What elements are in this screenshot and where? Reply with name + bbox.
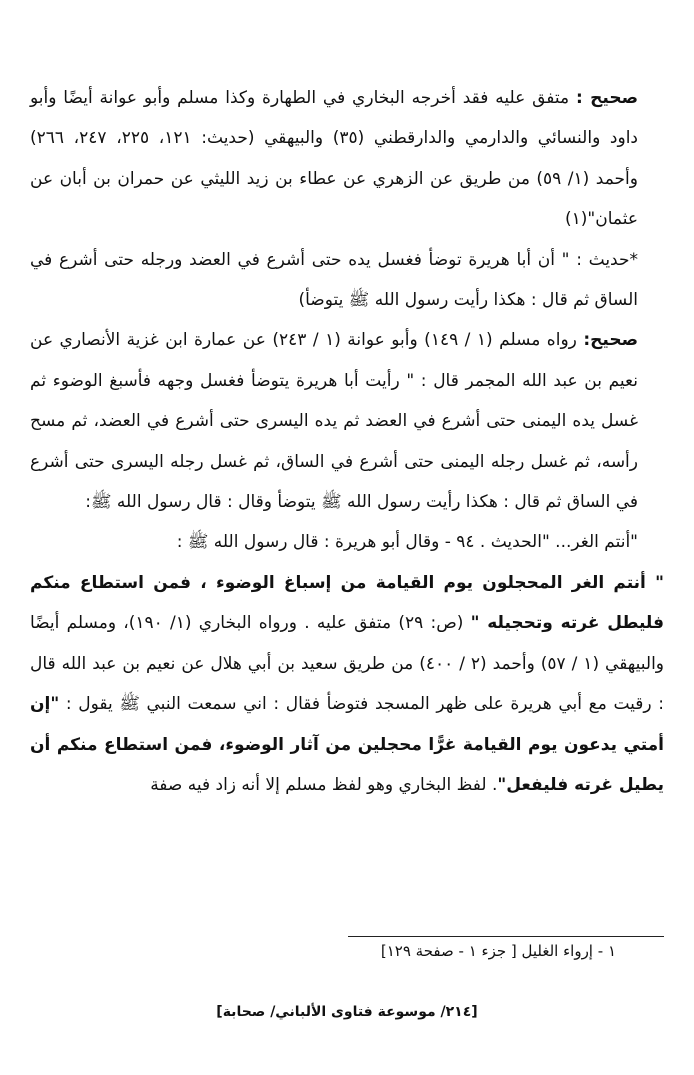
sahih-label: صحيح:: [583, 330, 638, 351]
page-footer: [٢١٤/ موسوعة فتاوى الألباني/ صحابة]: [216, 1004, 478, 1020]
paragraph-text: (ص: ٢٩) متفق عليه . ورواه البخاري (١/ ١٩٠)، ومسلم أيضًا والبيهقي (١ / ٥٧) وأحمد (٢ / ٤٠٠) من طريق سعيد بن أبي هلال عن نعيم بن عبد الله قال : رقيت مع أبي هريرة على ظهر المسجد فتوضأ فقال : اني سمعت النبي ﷺ يقول :: [30, 613, 665, 715]
paragraph-sahih-2: [30, 320, 664, 522]
footnote-divider: [348, 936, 664, 937]
paragraph-ghurr: [30, 563, 664, 805]
paragraph-hadith-ref: [30, 522, 664, 562]
hadith-text: *حديث : " أن أبا هريرة توضأ فغسل يده حتى أشرع في العضد ورجله حتى أشرع في الساق ثم قال : هكذا رأيت رسول الله ﷺ يتوضأ): [30, 249, 638, 311]
paragraph-hadith: [30, 240, 664, 321]
paragraph-text: متفق عليه فقد أخرجه البخاري في الطهارة وكذا مسلم وأبو عوانة أيضًا وأبو داود والنسائي والدارمي والدارقطني (٣٥) والبيهقي (حديث: ١٢١، ٢٢٥، ٢٤٧، ٢٦٦) وأحمد (١/ ٥٩) من طريق عن الزهري عن عطاء بن زيد الليثي عن حمران بن أبان عن عثمان"(١): [30, 88, 638, 230]
bold-hadith-text-2: "إن أمتي يدعون يوم القيامة غرًّا محجلين من آثار الوضوء، فمن استطاع منكم أن يطيل غرته فليفعل": [30, 694, 664, 795]
bold-hadith-text: " أنتم الغر المحجلون يوم القيامة من إسباغ الوضوء ، فمن استطاع منكم فليطل غرته وتحجيله ": [30, 572, 664, 634]
paragraph-sahih-1: [30, 78, 664, 240]
main-text: [30, 78, 664, 805]
paragraph-text: رواه مسلم (١ / ١٤٩) وأبو عوانة (١ / ٢٤٣) عن عمارة ابن غزية الأنصاري عن نعيم بن عبد الله المجمر قال : " رأيت أبا هريرة يتوضأ فغسل وجهه فأسبغ الوضوء ثم غسل يده اليمنى حتى أشرع في العضد ثم يده اليسرى حتى أشرع في العضد، ثم مسح رأسه، ثم غسل رجله اليمنى حتى أشرع في الساق، ثم غسل رجله اليسرى حتى أشرع في الساق ثم قال : هكذا رأيت رسول الله ﷺ يتوضأ وقال : قال رسول الله ﷺ:: [30, 330, 638, 513]
hadith-ref-text: "أنتم الغر... "الحديث . ٩٤ - وقال أبو هريرة : قال رسول الله ﷺ :: [176, 532, 638, 553]
paragraph-text-2: . لفظ البخاري وهو لفظ مسلم إلا أنه زاد فيه صفة: [150, 774, 498, 795]
footnote: ١ - إرواء الغليل [ جزء ١ - صفحة ١٢٩]: [380, 942, 616, 960]
sahih-label: صحيح :: [575, 88, 638, 108]
